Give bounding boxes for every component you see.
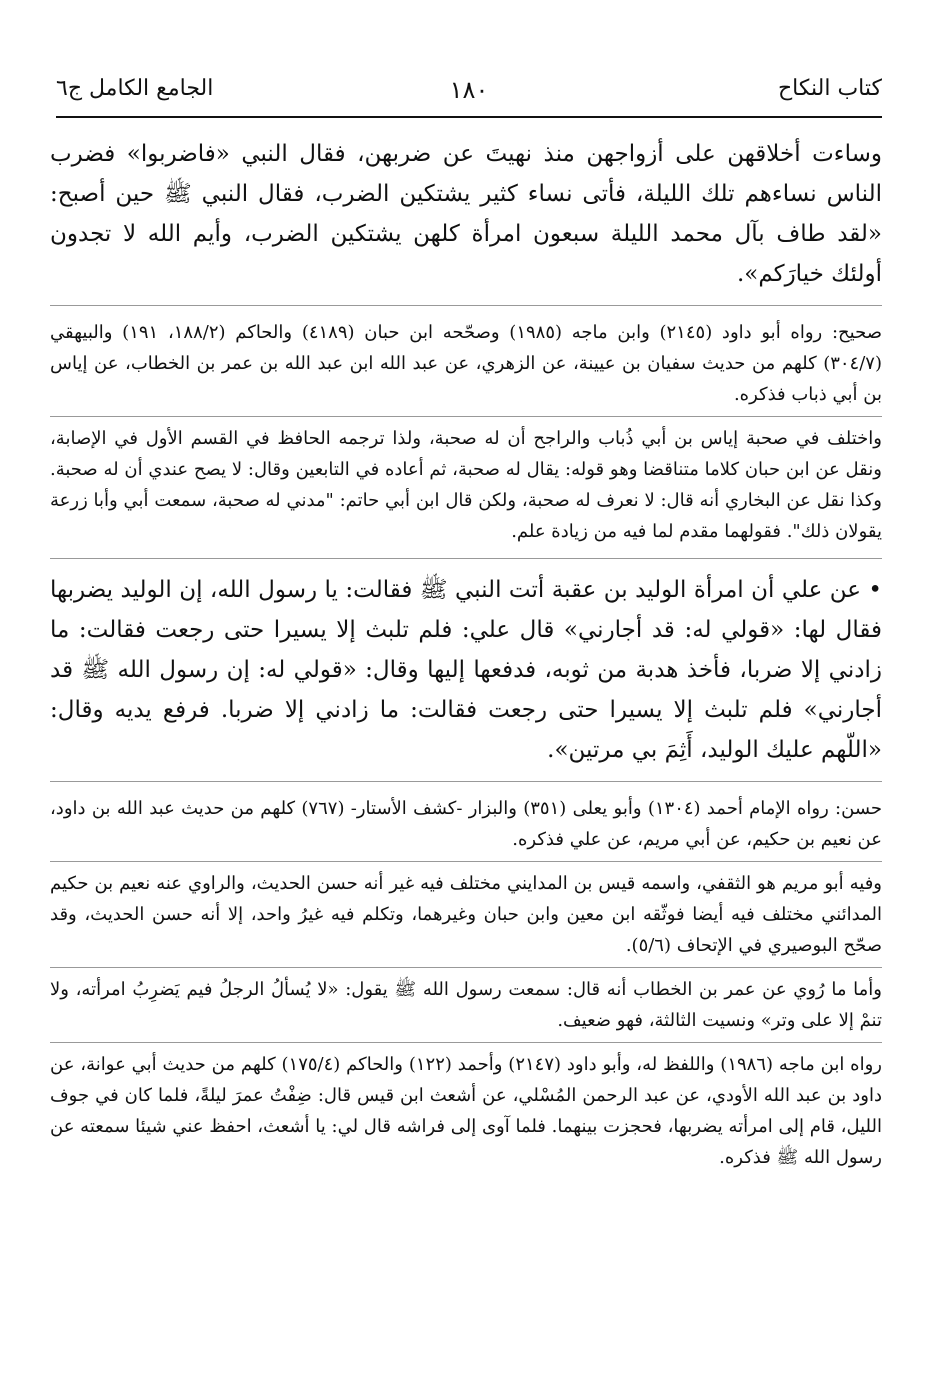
divider	[50, 1042, 882, 1043]
divider	[50, 781, 882, 782]
page-number: ١٨٠	[449, 76, 489, 104]
takhrij-note: حسن: رواه الإمام أحمد (١٣٠٤) وأبو يعلى (٣٥١) والبزار -كشف الأستار- (٧٦٧) كلهم من حديث عبد الله بن داود، عن نعيم بن حكيم، عن أبي مريم، عن علي فذكره.	[50, 798, 882, 850]
divider	[50, 967, 882, 968]
commentary-note: وفيه أبو مريم هو الثقفي، واسمه قيس بن المدايني مختلف فيه غير أنه حسن الحديث، والراوي عنه نعيم بن حكيم المدائني مختلف فيه أيضا فوثّقه ابن معين وابن حبان وغيرهما، وتكلم فيه غيرُ واحد، إلا أنه حسن الحديث، وقد صحّح البوصيري في الإتحاف (٥/٦).	[50, 873, 882, 956]
hadith-text: • عن علي أن امرأة الوليد بن عقبة أتت النبي ﷺ فقالت: يا رسول الله، إن الوليد يضربها فقال لها: «قولي له: قد أجارني» قال علي: فلم تلبث إلا يسيرا حتى رجعت فقالت: ما زادني إلا ضربا، فأخذ هدبة من ثوبه، فدفعها إليها وقال: «قولي له: إن رسول الله ﷺ قد أجارني» فلم تلبث إلا يسيرا حتى رجعت فقالت: ما زادني إلا ضربا. فرفع يديه وقال: «اللّهم عليك الوليد، أَثِمَ بي مرتين».	[50, 577, 882, 763]
page-header	[56, 66, 882, 118]
chapter-title: كتاب النكاح	[777, 76, 882, 101]
divider	[50, 305, 882, 306]
takhrij-note: صحيح: رواه أبو داود (٢١٤٥) وابن ماجه (١٩٨٥) وصحّحه ابن حبان (٤١٨٩) والحاكم (١٨٨/٢، ١٩١) والبيهقي (٣٠٤/٧) كلهم من حديث سفيان بن عيينة، عن الزهري، عن عبد الله ابن عبد الله بن عمر بن الخطاب، عن إياس بن أبي ذباب فذكره.	[50, 322, 882, 405]
divider	[50, 416, 882, 417]
commentary-note: وأما ما رُوي عن عمر بن الخطاب أنه قال: سمعت رسول الله ﷺ يقول: «لا يُسألُ الرجلُ فيم يَضرِبُ امرأته، ولا تنمْ إلا على وتر» ونسيت الثالثة، فهو ضعيف.	[50, 979, 882, 1031]
page-body	[50, 134, 882, 1173]
takhrij-note: رواه ابن ماجه (١٩٨٦) واللفظ له، وأبو داود (٢١٤٧) وأحمد (١٢٢) والحاكم (١٧٥/٤) كلهم من حديث أبي عوانة، عن داود بن عبد الله الأودي، عن عبد الرحمن المُسْلي، عن أشعث ابن قيس قال: ضِفْتُ عمرَ ليلةً، فلما كان في جوف الليل، قام إلى امرأته يضربها، فحجزت بينهما. فلما آوى إلى فراشه قال لي: يا أشعث، احفظ عني شيئا سمعته عن رسول الله ﷺ فذكره.	[50, 1054, 883, 1168]
commentary-note: واختلف في صحبة إياس بن أبي ذُباب والراجح أن له صحبة، ولذا ترجمه الحافظ في القسم الأول في الإصابة، ونقل عن ابن حبان كلاما متناقضا وهو قوله: يقال له صحبة، ثم أعاده في التابعين وقال: لا يصح عندي أن له صحبة. وكذا نقل عن البخاري أنه قال: لا نعرف له صحبة، ولكن قال ابن أبي حاتم: "مدني له صحبة، سمعت أبي وأبا زرعة يقولان ذلك". فقولهما مقدم لما فيه من زيادة علم.	[50, 428, 882, 542]
book-title: الجامع الكامل ج٦	[56, 76, 214, 101]
hadith-text: وساءت أخلاقهن على أزواجهن منذ نهيتَ عن ضربهن، فقال النبي «فاضربوا» فضرب الناس نساءهم تلك الليلة، فأتى نساء كثير يشتكين الضرب، فقال النبي ﷺ حين أصبح: «لقد طاف بآل محمد الليلة سبعون امرأة كلهن يشتكين الضرب، وأيم الله لا تجدون أولئك خيارَكم».	[50, 141, 882, 287]
divider	[50, 861, 882, 862]
divider	[50, 558, 882, 559]
